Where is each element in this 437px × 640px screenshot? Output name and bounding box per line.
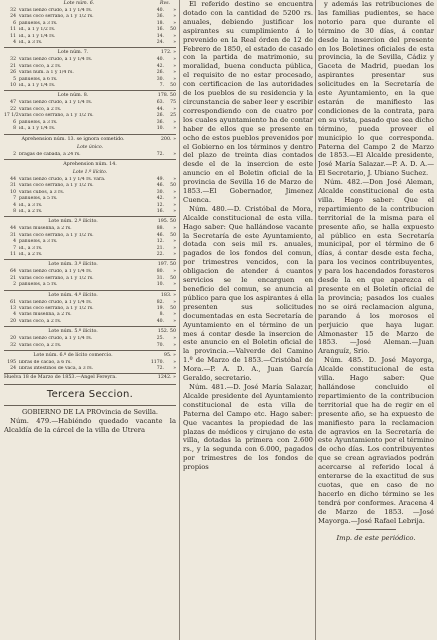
item-cents: »: [173, 33, 176, 39]
notice-485: [318, 356, 434, 525]
item-cents: »: [173, 70, 176, 76]
item-quantity: 24: [10, 14, 16, 20]
item-cents: »: [173, 202, 176, 208]
item-quantity: 47: [10, 100, 16, 106]
subtotal-line: [4, 259, 176, 269]
authority-heading: GOBIERNO DE LA PROvincia de Sevilla.: [21, 407, 159, 416]
notice-text: Núm. 481.—D. José María Salazar, Alcalde presidente del Ayuntamiento constitucional de esta villa de Paterna del Campo etc. Hago saber: Que vacantes la propiedad de las plazas de médicos y cirujano de esta villa, dotadas la primera con 2.600 rs., y la segunda con 6.000, pagados por trimestres de los fondos de propios: [183, 382, 313, 472]
item-description: varas coco serrano, á 1 y 1/2 rs.: [19, 113, 94, 119]
item-value: 26.: [156, 70, 164, 76]
item-cents: »: [173, 176, 176, 182]
item-description: varas lienzo crudo, á 1 y 1/4 rs.: [19, 100, 93, 106]
item-cents: 50: [170, 275, 176, 281]
lot-heading: Lote núm. 8.: [57, 93, 89, 99]
item-description: id., á 1 y 1/4 rs.: [19, 83, 56, 89]
item-description: varas lienzo crudo, á 1 y 1/4 rs. vara.: [19, 176, 106, 182]
item-value: 12.: [156, 202, 164, 208]
item-cents: 50: [170, 232, 176, 238]
item-quantity: 5: [13, 76, 16, 82]
item-quantity: 4: [13, 40, 16, 46]
item-description: id., á 3 rs.: [19, 202, 43, 208]
item-cents: »: [173, 14, 176, 20]
item-description: varas coco, á 2 rs.: [19, 63, 62, 69]
item-quantity: 11: [10, 251, 16, 257]
item-description: varas coco serrano, á 1 y 1/2 rs.: [19, 306, 94, 311]
item-cents: 50: [170, 27, 176, 33]
item-quantity: 11: [10, 27, 16, 33]
item-cents: »: [173, 366, 176, 372]
item-value: 49.: [156, 176, 164, 182]
column-divider: [179, 0, 180, 640]
currency-heading: Rvs.: [159, 1, 171, 6]
notice-481: [183, 383, 313, 472]
item-cents: »: [173, 245, 176, 251]
total-label: Aprehension núm. 13. se ignora cometido.: [21, 136, 125, 142]
item-value: 16.: [156, 27, 164, 33]
item-cents: »: [173, 312, 176, 318]
item-quantity: 20: [10, 336, 16, 342]
item-quantity: 13: [10, 306, 16, 311]
item-cents: »: [173, 269, 176, 275]
item-row: [4, 252, 176, 258]
item-quantity: 17 1/2: [4, 113, 19, 119]
divider: [4, 384, 176, 385]
notice-480: [183, 205, 313, 383]
item-description: varas coco serrano, á 1 y 1/2 rs.: [19, 275, 94, 281]
subtotal-line: [4, 350, 176, 360]
item-cents: 50: [170, 183, 176, 189]
item-quantity: 8: [13, 126, 16, 132]
item-value: 8.: [159, 312, 164, 318]
divider: [4, 405, 176, 406]
item-cents: »: [173, 8, 176, 13]
item-cents: 50: [170, 83, 176, 89]
item-quantity: 32: [10, 8, 16, 13]
item-value: 21.: [156, 245, 164, 251]
item-cents: 50: [170, 306, 176, 311]
item-cents: »: [173, 76, 176, 82]
notice-482: [318, 178, 434, 356]
item-cents: »: [173, 360, 176, 366]
notice-text: Núm. 485. D. José Mayorga, Alcalde constitucional de esta villa. Hago saber: Que hallándose concluido el repartimiento de la contribucion territorial que ha de regir en el presente año, se ha expuesto de manifiesto para la reclamacion de agravios en la Secretaría de este Ayuntamiento por el término de ocho días. Los contribuyentes que se crean agraviados podrán acercarse al referido local á enterarse de la exactitud de sus cuotas, que en caso de no hacerlo en dicho término se les tendrá por conformes. Aracena 4 de Marzo de 1853. —José Mayorga.—José Rafael Lebrija.: [318, 356, 434, 525]
item-description: bragas de cabada, á 24 rs.: [19, 151, 81, 157]
item-description: id., á 2 rs.: [19, 251, 43, 257]
item-quantity: 7: [13, 196, 16, 202]
item-cents: »: [173, 342, 176, 348]
item-row: [4, 152, 176, 158]
item-description: pañuelos, á 3 rs.: [19, 239, 58, 245]
item-quantity: 21: [10, 63, 16, 69]
lot-heading: Lote núm. 2.º ilícito.: [48, 219, 98, 225]
item-quantity: 24: [10, 366, 16, 372]
notice-text: Núm. 480.—D. Cristóbal de Mora, Alcalde constitucional de esta villa. Hago saber: Que hallándose vacante la Secretaría de este Ayuntamiento, dotada con seis mil rs. anuales, pagados de los fondos del comun, por trimestres vencidos, con la obligacion de atender á cuantos servicios se le encarguen en beneficio del comun, se anuncia al público para que los aspirantes á ella presenten sus solicitudes documentadas en esta Secretaría de Ayuntamiento en el término de un mes á contar desde la insercion de este anuncio en el Boletin oficial de la provincia.—Valverde del Camino 1.º de Marzo de 1853.—Cristóbal de Mora.—P. A. D. A., Juan García Geraldo, secretario.: [183, 204, 313, 383]
item-value: 14.: [156, 33, 164, 39]
item-value: 82.: [156, 299, 164, 305]
item-description: id., á 3 rs.: [19, 245, 43, 251]
item-value: 1170.: [150, 360, 164, 366]
lot-heading: Lote núm. 4.º ilícito.: [48, 292, 98, 298]
item-description: pañuelos, á 5 rs.: [19, 196, 58, 202]
item-value: 36.: [156, 119, 164, 125]
item-row: [4, 209, 176, 215]
item-cents: »: [173, 57, 176, 63]
item-description: varas muselina, á 2 rs.: [19, 226, 72, 232]
inventory-column: [4, 0, 176, 435]
item-value: 72.: [156, 366, 164, 372]
item-quantity: 61: [10, 299, 16, 305]
item-cents: »: [173, 106, 176, 112]
item-cents: »: [173, 151, 176, 157]
footer-signature: Huelva 18 de Marzo de 1853.—Angel Fereyra.: [4, 374, 117, 380]
item-value: 30.: [156, 189, 164, 195]
item-value: 10.: [156, 282, 164, 288]
item-cents: »: [173, 299, 176, 305]
item-value: 80.: [156, 269, 164, 275]
lot-heading: Lote núm. 6.º de lícito comercio.: [33, 353, 113, 359]
item-description: libras intestinos de vaca, á 3 rs.: [19, 366, 94, 372]
item-quantity: 10: [10, 83, 16, 89]
item-cents: »: [173, 20, 176, 26]
subtotal-value: 197. 50: [157, 262, 176, 268]
item-value: 46.: [156, 183, 164, 189]
item-value: 30.: [156, 76, 164, 82]
subtotal-line: [4, 47, 176, 57]
subtotal-value: 178. 50: [157, 93, 176, 99]
item-cents: »: [173, 119, 176, 125]
item-quantity: 21: [10, 275, 16, 281]
item-description: varas coco, á 2 rs.: [19, 318, 62, 324]
item-description: pañuelos, á 5 rs.: [19, 282, 58, 288]
item-quantity: 31: [10, 183, 16, 189]
item-quantity: 6: [13, 119, 16, 125]
printer-imprint: Imp. de este periódico.: [336, 534, 416, 543]
subtotal-value: 95. »: [163, 353, 176, 359]
subtotal-value: 183. »: [160, 292, 176, 298]
item-quantity: 7: [13, 245, 16, 251]
item-cents: »: [173, 239, 176, 245]
item-cents: »: [173, 318, 176, 324]
item-quantity: 26: [10, 70, 16, 76]
item-cents: »: [173, 126, 176, 132]
item-quantity: 31: [10, 232, 16, 238]
item-row: [4, 40, 176, 46]
item-value: 88.: [156, 226, 164, 232]
notice-479: [4, 417, 176, 435]
item-value: 12.: [156, 239, 164, 245]
total-line: [4, 134, 176, 144]
section-title: Tercera Seccion.: [46, 388, 134, 400]
notice-continuation: [318, 0, 434, 178]
item-cents: »: [173, 40, 176, 46]
item-row: [4, 319, 176, 325]
notice-continuation: [183, 0, 313, 205]
item-quantity: 6: [13, 20, 16, 26]
total-value: 200. »: [160, 136, 176, 142]
notices-column-right: [318, 0, 434, 543]
section-heading: [4, 0, 176, 8]
item-value: 40.: [156, 57, 164, 63]
item-value: 16.: [156, 208, 164, 214]
item-description: id., á 1 y 1/4 rs.: [19, 33, 56, 39]
item-quantity: 44: [10, 176, 16, 182]
item-description: pañuelos, á 6 rs.: [19, 76, 58, 82]
item-row: [4, 366, 176, 372]
item-quantity: 4: [13, 239, 16, 245]
item-row: [4, 83, 176, 89]
item-row: [4, 343, 176, 349]
item-cents: »: [173, 336, 176, 342]
notice-text: Núm. 479.—Habiéndo quedado vacante la Alcaldía de la cárcel de la villa de Utrera: [4, 416, 176, 434]
subtotal-line: [4, 326, 176, 336]
item-quantity: 2: [13, 282, 16, 288]
item-quantity: 11: [10, 33, 16, 39]
item-description: varas cubos, á 3 rs.: [19, 189, 65, 195]
item-description: id., á 1 y 1/4 rs.: [19, 126, 56, 132]
notice-text: Núm. 482.—Don José Aleman, Alcalde constitucional de esta villa. Hago saber: Que el repartimiento de la contribucion territorial de la misma para el presente año, se halla expuesto al público en esta Secretaría municipal, por el término de 6 días, á contar desde esta fecha, para los vecinos contribuyentes, y para los hacendados forasteros desde la en que aparezca el presente en el Boletín oficial de la provincia; pasados los cuales no se oirá reclamacion alguna, parando á los morosos el perjuicio que haya lugar. Almonaster 15 de Marzo de 1853. —José Aleman.—Juan Aranguíz, Srio.: [318, 178, 434, 356]
item-description: varas coco serrano, á 1 y 1/2 rs.: [19, 232, 94, 238]
item-value: 19.: [156, 306, 164, 311]
item-value: 24.: [156, 40, 164, 46]
item-value: 42.: [156, 63, 164, 69]
notice-text: El referido destino se encuentra dotado con la cantidad de 5200 rs. anuales, debiendo justificar los aspirantes su cumplimiento á lo prevenido en la Real órden de 12 de Febrero de 1850, el estado de casado con la partida de matrimonio, su moralidad, buena conducta pública, el requisito de no estar procesado, con certificacion de las autoridades de los pueblos de su residencia y la circunstancia de saber leer y escribir correspondiendo con de cuatro por los cuales ayuntamiento ha de contar haber de ellos que se presente en ocho de estos pueblos prevenidos por el Gobierno en los términos y dentro del plazo de treinta dias contados desde el de la insercion de este anuncio en el Boletin oficial de la provincia de Sevilla 16 de Marzo de 1853.—El Gobernador, Jimenez Cuenca.: [183, 0, 313, 204]
item-quantity: 10: [10, 189, 16, 195]
lot-heading: Lote núm. 7.: [57, 50, 89, 56]
item-cents: »: [173, 189, 176, 195]
total-label: Aprehension núm. 14.: [4, 159, 176, 169]
item-quantity: 32: [10, 342, 16, 348]
item-value: 72.: [156, 151, 164, 157]
item-description: varas lienzo crudo, á 1 y 1/4 rs.: [19, 8, 93, 13]
item-value: 26.: [156, 113, 164, 119]
item-cents: »: [173, 251, 176, 257]
item-description: varas coco serrano, á 1 y 1/2 rs.: [19, 14, 94, 20]
subtotal-line: [4, 216, 176, 226]
item-description: varas coco serrano, á 1 y 1/2 rs.: [19, 183, 94, 189]
column-divider: [315, 0, 316, 640]
item-description: varas lienzo crudo, á 1 y 1/4 rs.: [19, 336, 93, 342]
item-value: 10.: [156, 126, 164, 132]
subtotal-line: [4, 290, 176, 300]
item-cents: »: [173, 226, 176, 232]
item-quantity: 2: [13, 151, 16, 157]
item-description: id., á 2 rs.: [19, 208, 43, 214]
subtotal-value: 195. 50: [157, 219, 176, 225]
lot-heading: Lote núm. 3.º ilícito.: [48, 262, 98, 268]
item-description: varas muselina, á 2 rs.: [19, 312, 72, 318]
item-quantity: 4: [13, 312, 16, 318]
item-description: varas lienzo crudo, á 1 y 1/4 rs.: [19, 269, 93, 275]
item-value: 22.: [156, 251, 164, 257]
subtotal-value: 152. 50: [157, 329, 176, 335]
item-description: varas coco, á 2 rs.: [19, 106, 62, 112]
lot-heading: Lote 1.º ilícito.: [72, 169, 108, 175]
subtotal-value: 172. »: [160, 50, 176, 56]
item-quantity: 64: [10, 269, 16, 275]
item-cents: »: [173, 282, 176, 288]
item-quantity: 22: [10, 106, 16, 112]
item-description: id., á 3 rs.: [19, 40, 43, 46]
item-quantity: 8: [13, 208, 16, 214]
item-cents: »: [173, 208, 176, 214]
item-quantity: 44: [10, 226, 16, 232]
divider: [356, 529, 396, 530]
item-description: varas lienzo crudo, á 1 y 1/4 rs.: [19, 299, 93, 305]
item-value: 7.: [159, 83, 164, 89]
subtotal-line: [4, 90, 176, 100]
item-value: 70.: [156, 342, 164, 348]
item-cents: 25: [170, 113, 176, 119]
grand-total: 1242. »: [157, 374, 176, 380]
item-value: 18.: [156, 20, 164, 26]
lot-heading: Lote único.: [77, 144, 103, 150]
item-description: varas núm. á 1 y 1/4 rs.: [19, 70, 74, 76]
item-cents: 75: [170, 100, 176, 106]
item-description: varas lienzo crudo, á 1 y 1/4 rs.: [19, 57, 93, 63]
item-row: [4, 126, 176, 132]
item-quantity: 195: [7, 360, 16, 366]
notice-text: y además las retribuciones de las familias pudientes, se hace notorio para que durante el término de 30 días, á contar desde la insercion del presente en los Boletines oficiales de esta provincia, la de Sevilla, Cádiz y Gaceta de Madrid, puedan los aspirantes presentar sus solicitudes en la Secretaría de este Ayuntamiento, en la que estarán de manifiesto las condiciones de la contrata, para en su vista, pasado que sea dicho término, pueda proveer el municipio lo que corresponda. Paterna del Campo 2 de Marzo de 1853.—El Alcalde presidente, José María Salazar.—P. A. D. A.—El Secretario, J. Ubiano Suchez.: [318, 0, 434, 178]
item-value: 25.: [156, 336, 164, 342]
item-description: libras de cacao, á 6 rs.: [19, 360, 72, 366]
item-quantity: 32: [10, 57, 16, 63]
item-value: 36.: [156, 14, 164, 20]
item-description: pañuelos, á 3 rs.: [19, 20, 58, 26]
item-row: [4, 282, 176, 288]
item-value: 44.: [156, 106, 164, 112]
lot-heading: Lote núm. 6.: [63, 1, 95, 6]
footer-line: [4, 373, 176, 382]
lot-heading: Lote núm. 5.º ilícito.: [48, 329, 98, 335]
item-description: id., á 1 y 1/2 rs.: [19, 27, 56, 33]
item-cents: »: [173, 63, 176, 69]
item-description: varas coco, á 2 rs.: [19, 342, 62, 348]
item-cents: »: [173, 196, 176, 202]
item-value: 40.: [156, 318, 164, 324]
item-value: 40.: [156, 8, 164, 13]
item-value: 63.: [156, 100, 164, 106]
item-value: 46.: [156, 232, 164, 238]
item-value: 31.: [156, 275, 164, 281]
item-description: pañuelos, á 3 rs.: [19, 119, 58, 125]
item-value: 42.: [156, 196, 164, 202]
notices-column-middle: [183, 0, 313, 472]
item-quantity: 4: [13, 202, 16, 208]
item-quantity: 20: [10, 318, 16, 324]
